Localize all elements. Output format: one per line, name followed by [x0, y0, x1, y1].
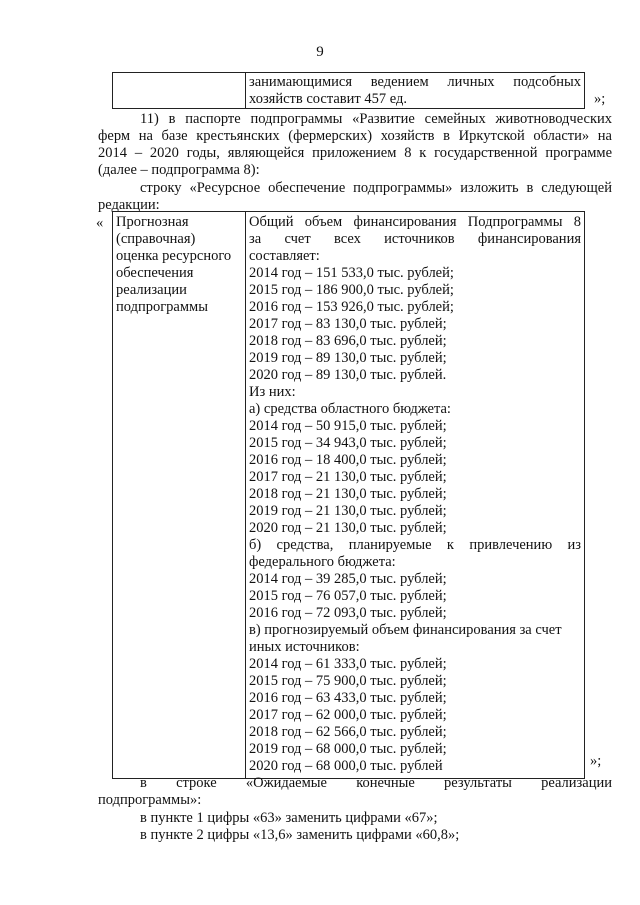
after-line: в пункте 1 цифры «63» заменить цифрами «67»;: [140, 810, 438, 826]
value-line: составляет:: [249, 248, 320, 264]
value-line: 2018 год – 62 566,0 тыс. рублей;: [249, 724, 447, 740]
value-line: 2014 год – 151 533,0 тыс. рублей;: [249, 265, 454, 281]
value-line: 2017 год – 21 130,0 тыс. рублей;: [249, 469, 447, 485]
resource-table-value-cell: [246, 212, 585, 779]
value-line: 2019 год – 68 000,0 тыс. рублей;: [249, 741, 447, 757]
label-line: (справочная): [116, 231, 196, 247]
value-line: в) прогнозируемый объем финансирования за счет: [249, 622, 562, 638]
top-table-line: занимающимися ведением личных подсобных: [249, 74, 581, 90]
label-line: реализации: [116, 282, 187, 298]
top-table: [112, 72, 585, 109]
label-line: обеспечения: [116, 265, 194, 281]
page-number: 9: [316, 44, 324, 60]
item11-line: 11) в паспорте подпрограммы «Развитие семейных животноводческих: [140, 111, 612, 127]
item11-line: (далее – подпрограмма 8):: [98, 162, 260, 178]
value-line: 2016 год – 63 433,0 тыс. рублей;: [249, 690, 447, 706]
value-line: 2014 год – 39 285,0 тыс. рублей;: [249, 571, 447, 587]
top-table-left-cell: [113, 73, 246, 109]
value-line: Из них:: [249, 384, 296, 400]
label-line: Прогнозная: [116, 214, 189, 230]
value-line: 2020 год – 68 000,0 тыс. рублей: [249, 758, 443, 774]
instruction-line: строку «Ресурсное обеспечение подпрограммы» изложить в следующей: [140, 180, 612, 196]
top-table-right-cell: [246, 73, 585, 109]
item11-line: ферм на базе крестьянских (фермерских) хозяйств в Иркутской области» на: [98, 128, 612, 144]
after-line: в строке «Ожидаемые конечные результаты реализации: [140, 775, 612, 791]
value-line: 2014 год – 50 915,0 тыс. рублей;: [249, 418, 447, 434]
value-line: 2015 год – 34 943,0 тыс. рублей;: [249, 435, 447, 451]
value-line: Общий объем финансирования Подпрограммы 8: [249, 214, 581, 230]
value-line: 2016 год – 72 093,0 тыс. рублей;: [249, 605, 447, 621]
value-line: 2015 год – 76 057,0 тыс. рублей;: [249, 588, 447, 604]
after-line: подпрограммы»:: [98, 792, 202, 808]
top-table-line: хозяйств составит 457 ед.: [249, 91, 407, 107]
close-quote: »;: [590, 753, 602, 769]
resource-table: [112, 211, 585, 779]
value-line: федерального бюджета:: [249, 554, 396, 570]
value-line: 2015 год – 75 900,0 тыс. рублей;: [249, 673, 447, 689]
value-line: 2017 год – 83 130,0 тыс. рублей;: [249, 316, 447, 332]
value-line: 2015 год – 186 900,0 тыс. рублей;: [249, 282, 454, 298]
value-line: 2019 год – 21 130,0 тыс. рублей;: [249, 503, 447, 519]
value-line: 2016 год – 18 400,0 тыс. рублей;: [249, 452, 447, 468]
value-line: 2017 год – 62 000,0 тыс. рублей;: [249, 707, 447, 723]
after-line: в пункте 2 цифры «13,6» заменить цифрами «60,8»;: [140, 827, 460, 843]
resource-table-label-cell: [113, 212, 246, 779]
value-line: б) средства, планируемые к привлечению из: [249, 537, 581, 553]
value-line: 2020 год – 21 130,0 тыс. рублей;: [249, 520, 447, 536]
value-line: 2019 год – 89 130,0 тыс. рублей;: [249, 350, 447, 366]
value-line: иных источников:: [249, 639, 360, 655]
value-line: 2016 год – 153 926,0 тыс. рублей;: [249, 299, 454, 315]
value-line: 2020 год – 89 130,0 тыс. рублей.: [249, 367, 447, 383]
instruction-line: редакции:: [98, 197, 160, 213]
label-line: оценка ресурсного: [116, 248, 232, 264]
label-line: подпрограммы: [116, 299, 208, 315]
top-table-closing-quote: »;: [594, 91, 606, 107]
value-line: 2018 год – 21 130,0 тыс. рублей;: [249, 486, 447, 502]
value-line: 2018 год – 83 696,0 тыс. рублей;: [249, 333, 447, 349]
item11-line: 2014 – 2020 годы, являющейся приложением 8 к государственной программе: [98, 145, 612, 161]
value-line: 2014 год – 61 333,0 тыс. рублей;: [249, 656, 447, 672]
open-quote: «: [96, 215, 104, 231]
value-line: за счет всех источников финансирования: [249, 231, 581, 247]
value-line: а) средства областного бюджета:: [249, 401, 451, 417]
